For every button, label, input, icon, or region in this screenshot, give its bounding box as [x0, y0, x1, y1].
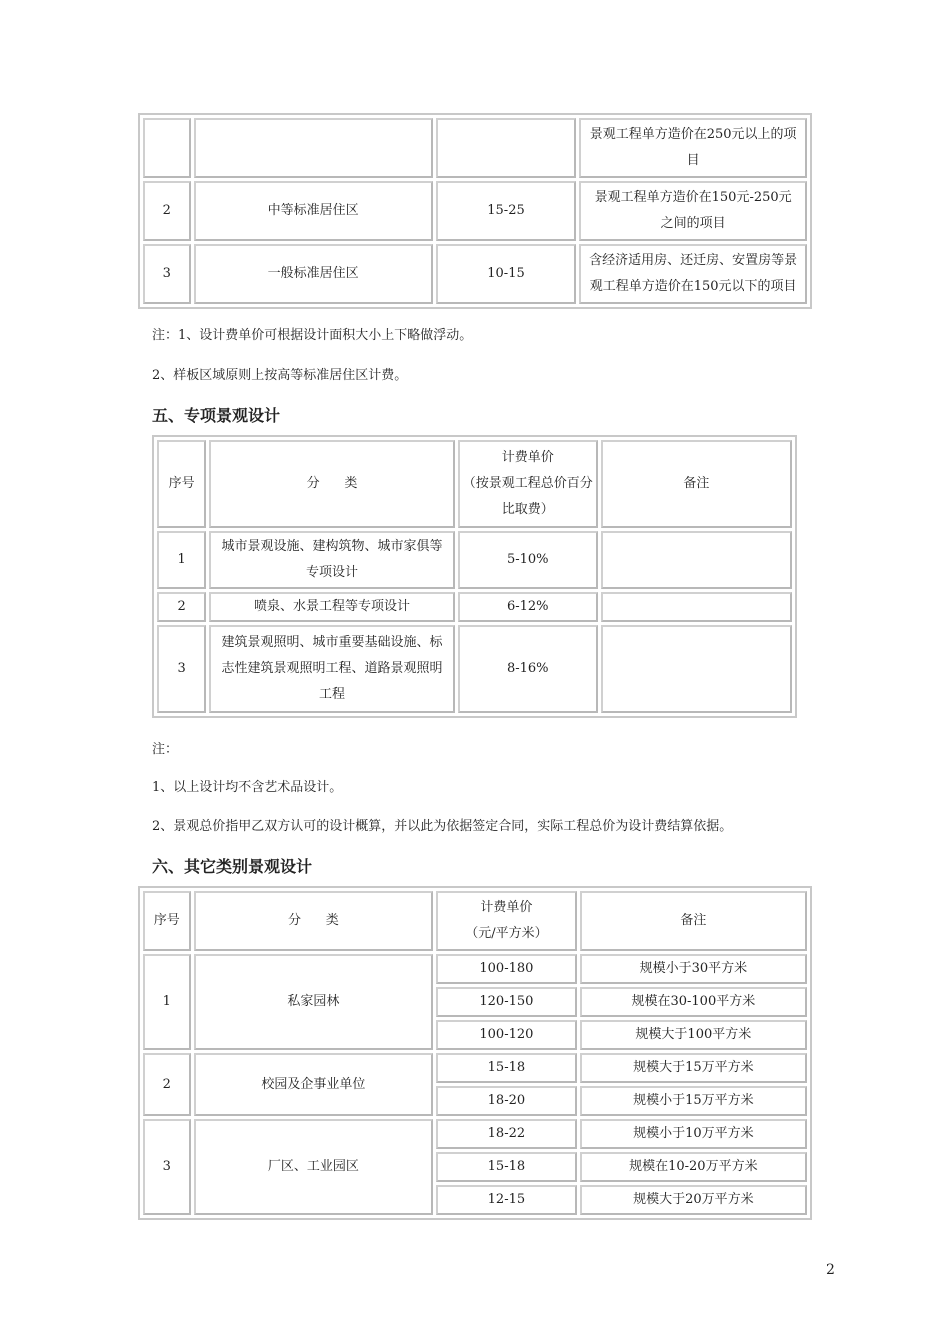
category-cell	[209, 625, 455, 713]
category-cell: 中等标准居住区	[194, 181, 433, 241]
category-line: 喷泉、水景工程等专项设计	[253, 599, 410, 614]
price-cell: 8-16%	[458, 625, 598, 713]
price-cell: 12-15	[436, 1185, 577, 1215]
header-category: 分 类	[194, 891, 433, 951]
header-price-line: 比取费）	[501, 502, 554, 517]
price-cell: 5-10%	[458, 531, 598, 589]
header-price	[458, 440, 598, 528]
note-label: 注：	[152, 742, 179, 757]
note-line: 2、景观总价指甲乙双方认可的设计概算，并以此为依据签定合同，实际工程总价为设计费结算依据。	[152, 819, 733, 834]
table-row	[143, 181, 807, 241]
remark-line: 景观工程单方造价在250元以上的项	[589, 127, 797, 142]
serial-cell: 3	[143, 244, 191, 304]
category-line: 工程	[318, 687, 345, 702]
header-serial: 序号	[157, 440, 206, 528]
remark-cell	[579, 244, 807, 304]
category-cell	[209, 592, 455, 622]
table-row	[157, 625, 792, 713]
header-remark: 备注	[580, 891, 807, 951]
note-line: 1、以上设计均不含艺术品设计。	[152, 780, 343, 795]
remark-line: 含经济适用房、还迁房、安置房等景	[589, 253, 798, 268]
category-cell: 一般标准居住区	[194, 244, 433, 304]
header-remark: 备注	[601, 440, 792, 528]
remark-cell: 规模小于30平方米	[580, 954, 807, 984]
remark-cell	[579, 181, 807, 241]
header-price-line: 计费单价	[501, 450, 554, 465]
table-row	[143, 244, 807, 304]
remark-cell: 规模大于15万平方米	[580, 1053, 807, 1083]
serial-cell	[143, 118, 191, 178]
remark-cell	[601, 531, 792, 589]
residential-fee-table	[138, 113, 812, 309]
price-cell: 15-18	[436, 1152, 577, 1182]
note-line: 2、样板区域原则上按高等标准居住区计费。	[152, 368, 408, 383]
table-row	[143, 118, 807, 178]
price-cell	[436, 118, 577, 178]
price-cell: 100-120	[436, 1020, 577, 1050]
price-cell: 15-18	[436, 1053, 577, 1083]
remark-cell	[579, 118, 807, 178]
header-price	[436, 891, 577, 951]
price-cell: 15-25	[436, 181, 577, 241]
category-line: 建筑景观照明、城市重要基础设施、标	[221, 635, 443, 650]
page-number: 2	[826, 1262, 835, 1278]
table-row	[143, 1119, 807, 1149]
serial-cell: 1	[157, 531, 206, 589]
other-landscape-table	[138, 886, 812, 1220]
section-title: 五、专项景观设计	[152, 406, 281, 425]
table-row	[143, 1053, 807, 1083]
serial-cell: 3	[157, 625, 206, 713]
price-cell: 6-12%	[458, 592, 598, 622]
header-category: 分 类	[209, 440, 455, 528]
serial-cell: 2	[143, 181, 191, 241]
price-cell: 10-15	[436, 244, 577, 304]
remark-line: 观工程单方造价在150元以下的项目	[589, 279, 797, 294]
remark-cell: 规模在30-100平方米	[580, 987, 807, 1017]
category-line: 城市景观设施、建构筑物、城市家俱等	[221, 539, 443, 554]
special-landscape-table	[152, 435, 797, 718]
price-cell: 18-20	[436, 1086, 577, 1116]
category-cell: 厂区、工业园区	[194, 1119, 433, 1215]
category-cell	[209, 531, 455, 589]
serial-cell: 2	[157, 592, 206, 622]
category-cell	[194, 118, 433, 178]
serial-cell: 3	[143, 1119, 191, 1215]
remark-cell: 规模小于10万平方米	[580, 1119, 807, 1149]
remark-line: 景观工程单方造价在150元-250元	[594, 190, 792, 205]
table-row	[157, 531, 792, 589]
category-cell: 私家园林	[194, 954, 433, 1050]
price-cell: 18-22	[436, 1119, 577, 1149]
table-header-row	[157, 440, 792, 528]
remark-cell: 规模小于15万平方米	[580, 1086, 807, 1116]
header-price-line: （元/平方米）	[465, 926, 548, 941]
category-line: 专项设计	[305, 565, 358, 580]
section-title: 六、其它类别景观设计	[152, 857, 313, 876]
remark-cell: 规模大于100平方米	[580, 1020, 807, 1050]
category-cell: 校园及企事业单位	[194, 1053, 433, 1116]
table-header-row	[143, 891, 807, 951]
remark-line: 之间的项目	[660, 216, 726, 231]
note-line: 注：1、设计费单价可根据设计面积大小上下略做浮动。	[152, 328, 473, 343]
header-price-line: （按景观工程总价百分	[462, 476, 593, 491]
category-line: 志性建筑景观照明工程、道路景观照明	[221, 661, 443, 676]
remark-cell	[601, 592, 792, 622]
table-row	[143, 954, 807, 984]
remark-cell: 规模在10-20万平方米	[580, 1152, 807, 1182]
header-serial: 序号	[143, 891, 191, 951]
remark-line: 目	[686, 153, 700, 168]
header-price-line: 计费单价	[480, 900, 533, 915]
remark-cell: 规模大于20万平方米	[580, 1185, 807, 1215]
remark-cell	[601, 625, 792, 713]
price-cell: 120-150	[436, 987, 577, 1017]
table-row	[157, 592, 792, 622]
serial-cell: 1	[143, 954, 191, 1050]
price-cell: 100-180	[436, 954, 577, 984]
serial-cell: 2	[143, 1053, 191, 1116]
